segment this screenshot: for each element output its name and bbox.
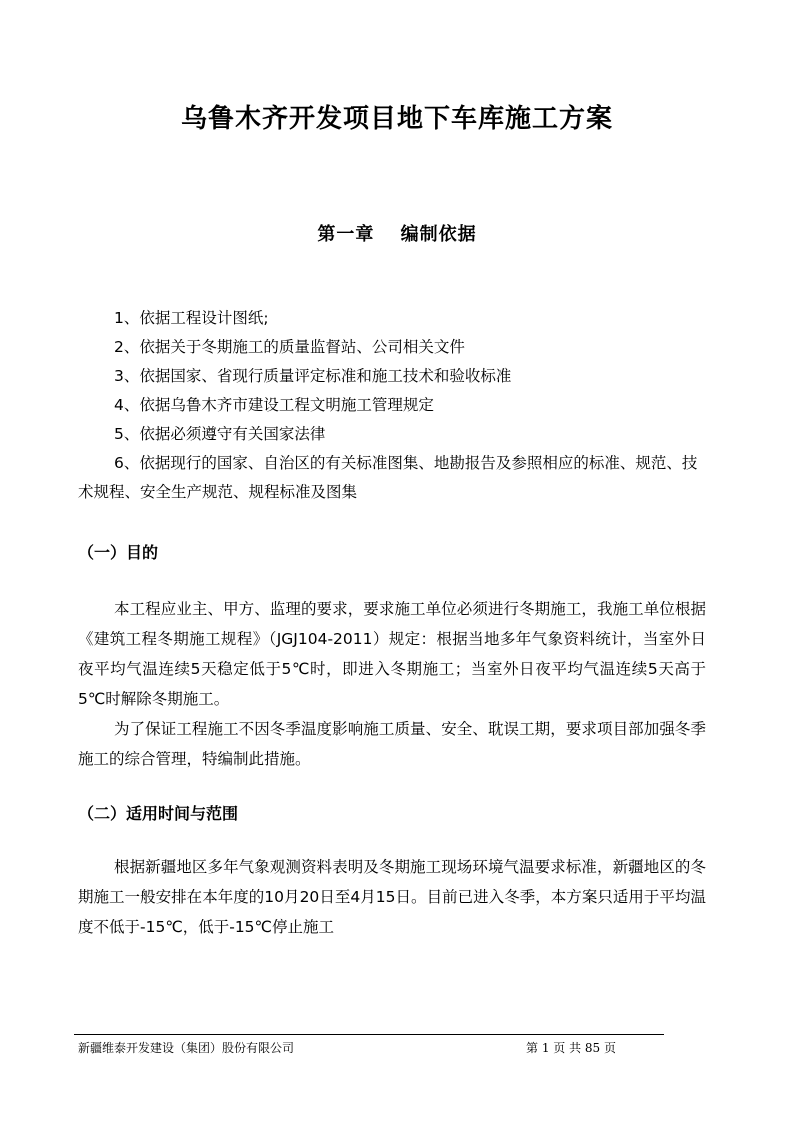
paragraph: 本工程应业主、甲方、监理的要求，要求施工单位必须进行冬期施工，我施工单位根据《建筑工程冬期施工规程》（JGJ104-2011）规定：根据当地多年气象资料统计，当室外日夜平均气温连续5天稳定低于5℃时，即进入冬期施工；当室外日夜平均气温连续5天高于5℃时解除冬期施工。 — [78, 600, 706, 708]
section-heading-scope: （二）适用时间与范围 — [78, 804, 239, 823]
document-title: 乌鲁木齐开发项目地下车库施工方案 — [180, 104, 613, 134]
paragraph: 根据新疆地区多年气象观测资料表明及冬期施工现场环境气温要求标准，新疆地区的冬期施工一般安排在本年度的10月20日至4月15日。目前已进入冬季，本方案只适用于平均温度不低于-15℃，低于-15℃停止施工 — [78, 858, 706, 936]
list-item: 6、依据现行的国家、自治区的有关标准图集、地勘报告及参照相应的标准、规范、技术规程、安全生产规范、规程标准及图集 — [78, 454, 698, 501]
list-item: 5、依据必须遵守有关国家法律 — [114, 425, 326, 443]
list-item: 3、依据国家、省现行质量评定标准和施工技术和验收标准 — [114, 367, 512, 385]
footer-page-number: 第 1 页 共 85 页 — [526, 1041, 616, 1055]
footer-company: 新疆维泰开发建设（集团）股份有限公司 — [78, 1041, 295, 1055]
footer-divider — [74, 1034, 664, 1035]
chapter-title: 第一章 编制依据 — [317, 224, 477, 245]
list-item: 2、依据关于冬期施工的质量监督站、公司相关文件 — [114, 338, 465, 356]
section-heading-purpose: （一）目的 — [78, 543, 159, 562]
list-item: 4、依据乌鲁木齐市建设工程文明施工管理规定 — [114, 396, 434, 414]
list-item: 1、依据工程设计图纸; — [114, 309, 269, 327]
basis-list — [78, 304, 708, 507]
paragraph: 为了保证工程施工不因冬季温度影响施工质量、安全、耽误工期，要求项目部加强冬季施工的综合管理，特编制此措施。 — [78, 720, 706, 768]
